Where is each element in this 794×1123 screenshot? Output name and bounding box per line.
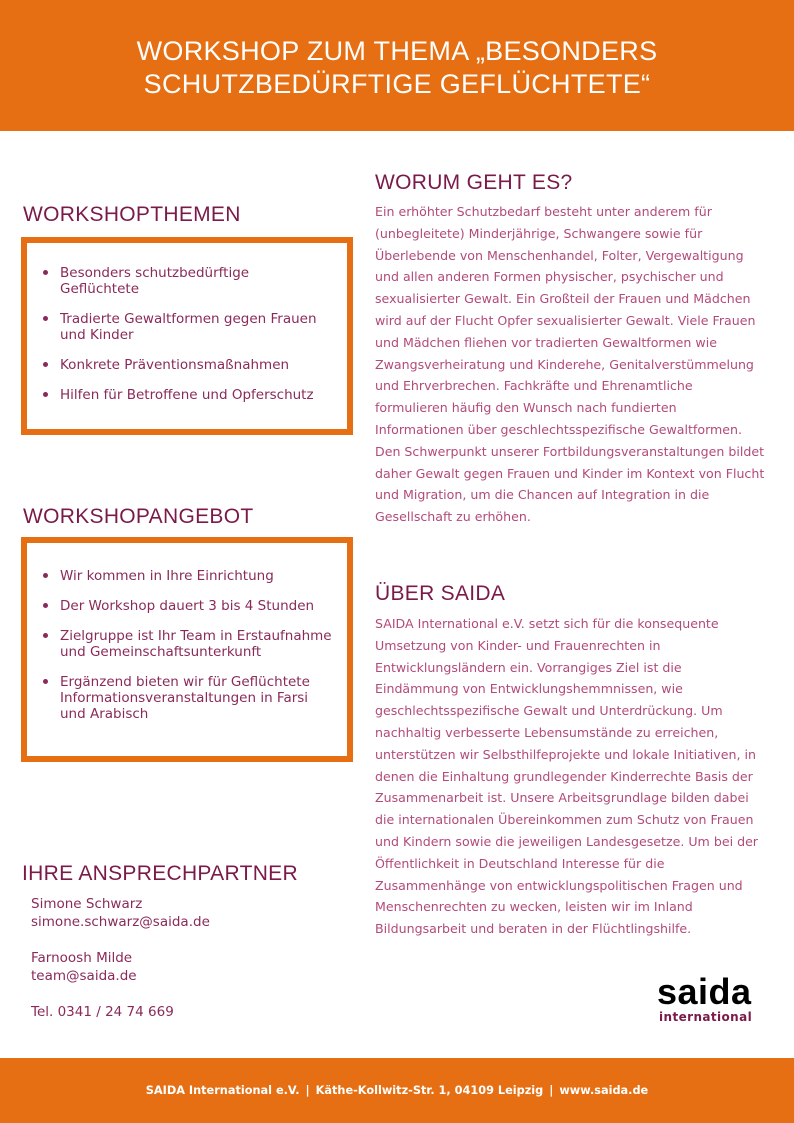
list-item-line: Ergänzend bieten wir für Geflüchtete [60, 674, 310, 690]
bullet-icon [43, 362, 48, 367]
paragraph-line: und allen anderen Formen physischer, psychischer und [375, 269, 724, 285]
paragraph-line: geschlechtsspezifische Gewalt und Unterdrückung. Um [375, 703, 723, 719]
paragraph-line: Entwicklungsländern ein. Vorrangiges Ziel ist die [375, 659, 682, 675]
bullet-icon [43, 573, 48, 578]
list-item-line: Hilfen für Betroffene und Opferschutz [60, 387, 314, 403]
workshopangebot-list [27, 543, 347, 722]
worum-paragraph [375, 201, 764, 528]
paragraph-line: wird auf der Flucht Opfer sexualisierter Gewalt. Viele Frauen [375, 312, 756, 328]
paragraph-line: Informationen über geschlechtsspezifische Gewaltformen. [375, 421, 743, 437]
list-item-line: Tradierte Gewaltformen gegen Frauen [60, 311, 317, 327]
bullet-icon [43, 270, 48, 275]
list-item [38, 357, 347, 373]
workshopthemen-heading: WORKSHOPTHEMEN [23, 203, 241, 226]
bullet-icon [43, 316, 48, 321]
paragraph-line: unterstützen wir Selbsthilfeprojekte und lokale Initiativen, in [375, 746, 756, 762]
paragraph-line: Zusammenarbeit ist. Unsere Arbeitsgrundlage bilden dabei [375, 790, 749, 806]
paragraph-line: formulieren häufig den Wunsch nach fundierten [375, 400, 677, 416]
bullet-icon [43, 603, 48, 608]
workshopangebot-heading: WORKSHOPANGEBOT [23, 505, 254, 528]
list-item-line: Zielgruppe ist Ihr Team in Erstaufnahme [60, 628, 332, 644]
contact-person-2-name: Farnoosh Milde [31, 950, 133, 966]
list-item-line: Wir kommen in Ihre Einrichtung [60, 568, 274, 584]
workshopthemen-list [27, 243, 347, 403]
paragraph-line: daher Gewalt gegen Frauen und Kinder im Kontext von Flucht [375, 465, 765, 481]
contact-person-1-email[interactable]: simone.schwarz@saida.de [31, 914, 210, 930]
list-item-line: Besonders schutzbedürftige [60, 265, 250, 281]
page-footer [0, 1058, 794, 1123]
saida-logo [657, 971, 763, 1024]
list-item-line: Konkrete Präventionsmaßnahmen [60, 357, 290, 373]
logo-word: saida [657, 971, 752, 1012]
ueber-paragraph [375, 613, 758, 940]
list-item-line: Geflüchtete [60, 281, 140, 297]
ueber-heading: ÜBER SAIDA [375, 582, 506, 605]
worum-heading: WORUM GEHT ES? [375, 171, 573, 194]
list-item-line: und Arabisch [60, 706, 149, 722]
paragraph-line: und Mädchen fliehen vor tradierten Gewaltformen wie [375, 334, 717, 350]
list-item [38, 311, 347, 343]
paragraph-line: sexualisierter Gewalt. Ein Großteil der Frauen und Mädchen [375, 291, 751, 307]
page-title-line-2: SCHUTZBEDÜRFTIGE GEFLÜCHTETE“ [143, 68, 651, 99]
paragraph-line: Bildungsarbeit und beraten in der Flüchtlingshilfe. [375, 921, 692, 937]
paragraph-line: Menschenrechten zu wecken, leisten wir im Inland [375, 899, 693, 915]
ansprechpartner-heading: IHRE ANSPRECHPARTNER [22, 862, 298, 885]
list-item [38, 628, 347, 660]
list-item-line: Der Workshop dauert 3 bis 4 Stunden [60, 598, 315, 614]
paragraph-line: Zusammenhänge von entwicklungspolitischen Fragen und [375, 877, 743, 893]
paragraph-line: nachhaltig verbesserte Lebensumstände zu erreichen, [375, 724, 719, 740]
workshopangebot-box [21, 537, 353, 762]
bullet-icon [43, 679, 48, 684]
paragraph-line: Umsetzung von Kinder- und Frauenrechten in [375, 637, 661, 653]
footer-address: Käthe-Kollwitz-Str. 1, 04109 Leipzig [315, 1084, 544, 1097]
paragraph-line: die internationalen Übereinkommen zum Schutz von Frauen [375, 812, 754, 828]
list-item [38, 598, 347, 614]
bullet-icon [43, 392, 48, 397]
paragraph-line: und Ehrverbrechen. Fachkräfte und Ehrenamtliche [375, 378, 693, 394]
list-item-line: und Gemeinschaftsunterkunft [60, 644, 262, 660]
contact-person-1-name: Simone Schwarz [31, 896, 143, 912]
paragraph-line: Ein erhöhter Schutzbedarf besteht unter anderem für [375, 204, 712, 219]
footer-website[interactable]: www.saida.de [559, 1084, 649, 1097]
page-title-line-1: WORKSHOP ZUM THEMA „BESONDERS [136, 35, 658, 66]
paragraph-line: Zwangsverheiratung und Kinderehe, Genitalverstümmelung [375, 356, 754, 372]
contact-phone: Tel. 0341 / 24 74 669 [31, 1004, 174, 1020]
contact-person-2-email[interactable]: team@saida.de [31, 968, 137, 984]
paragraph-line: Gesellschaft zu erhöhen. [375, 509, 531, 525]
bullet-icon [43, 633, 48, 638]
list-item [38, 674, 347, 722]
list-item-line: und Kinder [60, 327, 134, 343]
list-item [38, 265, 347, 297]
paragraph-line: Den Schwerpunkt unserer Fortbildungsveranstaltungen bildet [375, 443, 765, 459]
footer-org: SAIDA International e.V. [145, 1084, 300, 1097]
paragraph-line: denen die Einhaltung grundlegender Kinderrechte Basis der [375, 768, 753, 784]
logo-subtitle: international [659, 1010, 753, 1024]
paragraph-line: Überlebende von Menschenhandel, Folter, Vergewaltigung [375, 247, 744, 263]
list-item [38, 387, 347, 403]
page-header [0, 0, 794, 131]
paragraph-line: und Migration, um die Chancen auf Integration in die [375, 487, 710, 503]
footer-separator-2: | [549, 1084, 554, 1097]
list-item-line: Informationsveranstaltungen in Farsi [60, 690, 309, 706]
paragraph-line: SAIDA International e.V. setzt sich für die konsequente [375, 616, 719, 631]
footer-separator-1: | [305, 1084, 310, 1097]
paragraph-line: und Kindern sowie die jeweiligen Landesgesetze. Um bei der [375, 833, 758, 849]
workshopthemen-box [21, 237, 353, 435]
paragraph-line: Öffentlichkeit in Deutschland Interesse für die [375, 855, 665, 871]
list-item [38, 568, 347, 584]
paragraph-line: (unbegleitete) Minderjährige, Schwangere sowie für [375, 225, 703, 241]
paragraph-line: Eindämmung von Entwicklungshemmnissen, wie [375, 681, 683, 697]
